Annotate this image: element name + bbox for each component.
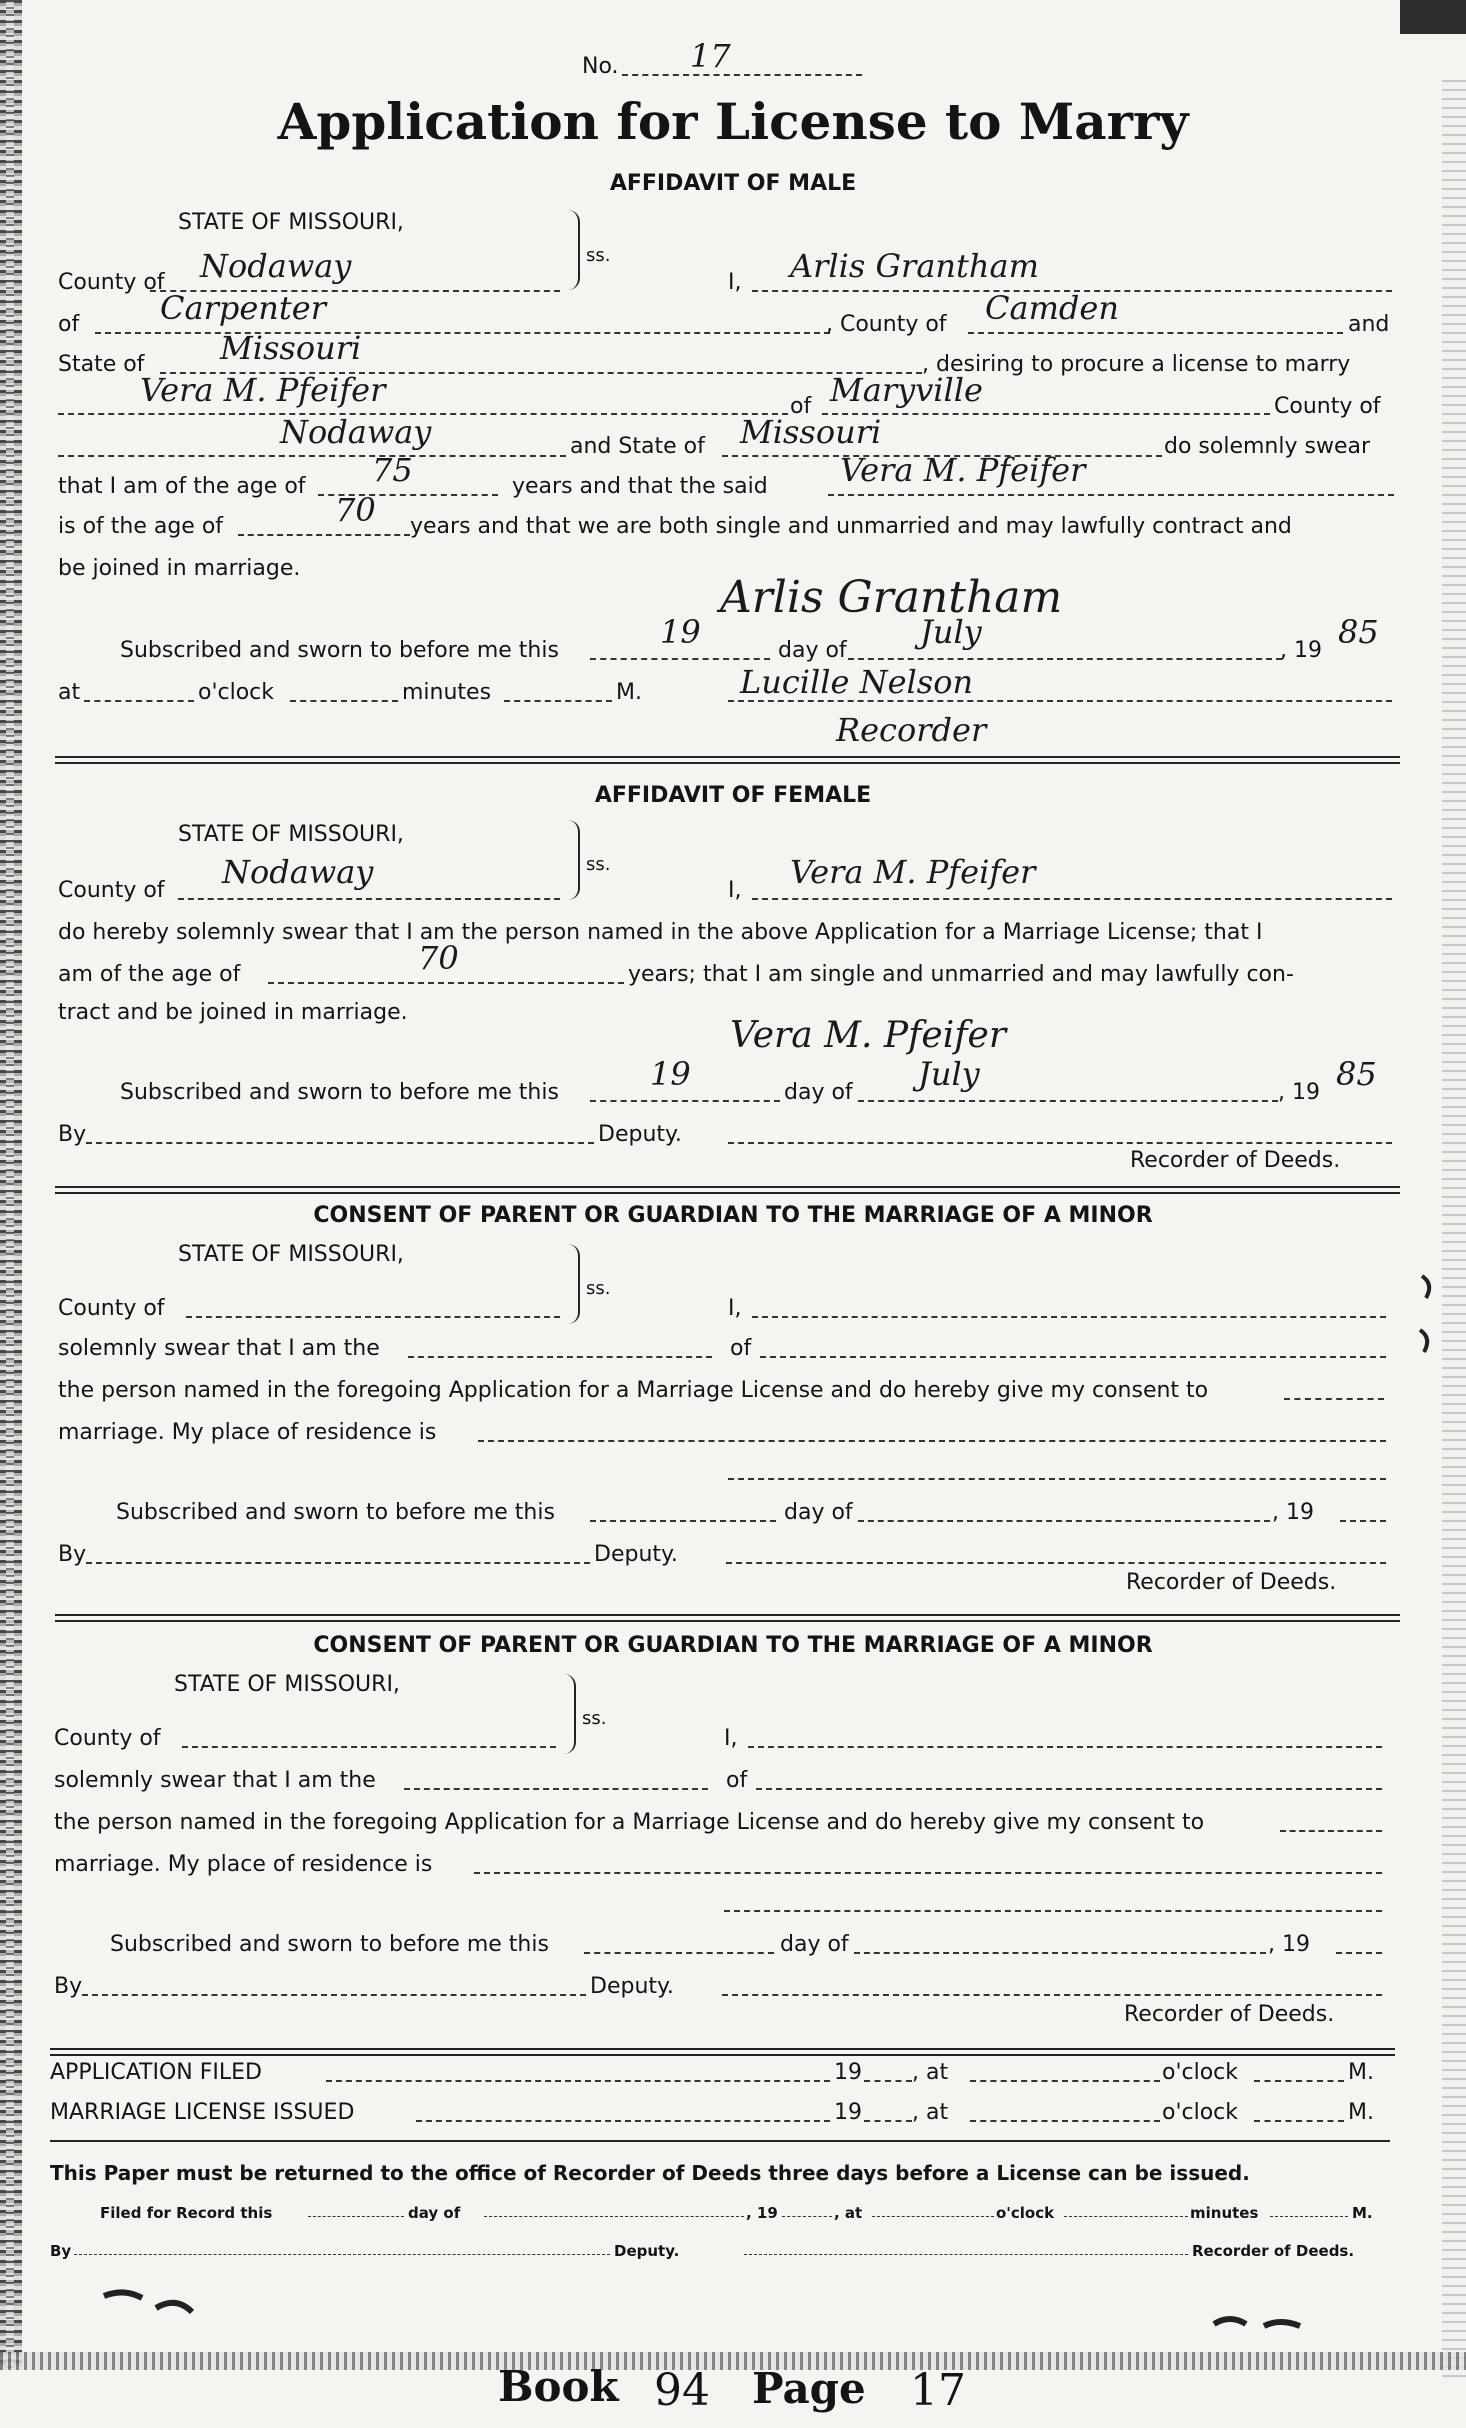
consent1-relation-line <box>408 1356 712 1358</box>
male-of-line <box>95 332 830 334</box>
filed-recorder-line <box>744 2254 1188 2255</box>
page-title: Application for License to Marry <box>277 92 1189 151</box>
male-county-value: Nodaway <box>200 247 352 285</box>
female-age-value: 70 <box>418 939 459 977</box>
male-county2-label: , County of <box>826 312 947 337</box>
consent2-subscribed-label: Subscribed and sworn to before me this <box>110 1932 549 1957</box>
male-county-label: County of <box>58 270 165 295</box>
consent2-county-line <box>182 1746 556 1748</box>
section-divider-3b <box>55 1620 1400 1622</box>
license-issued-label: MARRIAGE LICENSE ISSUED <box>50 2100 355 2125</box>
female-state-label: STATE OF MISSOURI, <box>178 822 404 847</box>
bottom-decorative-border <box>0 2352 1466 2370</box>
bride-state: Missouri <box>740 413 882 451</box>
section-divider-2 <box>55 1186 1400 1188</box>
female-day-of-label: day of <box>784 1080 853 1105</box>
consent2-swear-label: solemnly swear that I am the <box>54 1768 376 1793</box>
male-minutes-label: minutes <box>402 680 492 705</box>
filed-oclock-line <box>1064 2216 1188 2217</box>
male-and-state-label: and State of <box>570 434 705 459</box>
male-county3-label: County of <box>1274 394 1381 419</box>
filed-year-line <box>782 2216 832 2217</box>
male-minutes-line <box>504 700 612 702</box>
male-age-mid: years and that the said <box>512 474 768 499</box>
male-age-value: 75 <box>372 451 413 489</box>
section-divider-4 <box>50 2048 1395 2050</box>
consent1-swear-label: solemnly swear that I am the <box>58 1336 380 1361</box>
filed-by-label: By <box>50 2242 72 2260</box>
male-applicant-name: Arlis Grantham <box>790 247 1039 285</box>
filed-deputy-label: Deputy. <box>614 2242 680 2260</box>
application-filed-oclock: o'clock <box>1162 2060 1239 2085</box>
female-signature: Vera M. Pfeifer <box>730 1015 1007 1056</box>
female-by-line <box>86 1142 594 1144</box>
consent1-county-label: County of <box>58 1296 165 1321</box>
page-label: Page <box>752 2364 866 2413</box>
consent2-by-line <box>82 1994 586 1996</box>
male-ss-brace <box>568 210 580 290</box>
male-of2-label: of <box>790 394 812 419</box>
filed-oclock-label: o'clock <box>996 2204 1055 2222</box>
female-applicant-line <box>752 898 1392 900</box>
consent2-by-label: By <box>54 1974 83 1999</box>
male-recorder-title: Recorder <box>836 711 987 749</box>
section-divider-1b <box>55 762 1400 764</box>
female-county-label: County of <box>58 878 165 903</box>
book-number: 94 <box>654 2365 710 2416</box>
consent1-by-label: By <box>58 1542 87 1567</box>
consent2-consent-fill <box>1280 1830 1382 1832</box>
consent2-day-of-label: day of <box>780 1932 849 1957</box>
female-oath-line-1: do hereby solemnly swear that I am the person named in the above Application for a Marriage License; that I <box>58 920 1263 945</box>
number-line <box>622 74 862 76</box>
female-day-value: 19 <box>650 1055 691 1093</box>
consent2-of-line <box>756 1788 1382 1790</box>
bride-county-line <box>58 455 566 457</box>
male-day-of-label: day of <box>778 638 847 663</box>
filed-minutes-line <box>1270 2216 1348 2217</box>
license-issued-at-line <box>970 2120 1160 2122</box>
license-issued-m: M. <box>1348 2100 1374 2125</box>
affidavit-male-heading: AFFIDAVIT OF MALE <box>609 171 857 196</box>
filed-year-prefix: , 19 <box>746 2204 778 2222</box>
filed-day-line <box>308 2216 404 2217</box>
male-state-of-label: State of <box>58 352 145 377</box>
male-of-label: of <box>58 312 80 337</box>
return-notice: This Paper must be returned to the office of Recorder of Deeds three days before a License can be issued. <box>50 2161 1250 2185</box>
consent1-residence-line-2 <box>728 1478 1386 1480</box>
consent1-heading: CONSENT OF PARENT OR GUARDIAN TO THE MARRIAGE OF A MINOR <box>313 1203 1153 1228</box>
consent2-recorder-line <box>722 1994 1382 1996</box>
consent1-county-line <box>186 1316 560 1318</box>
consent1-of-label: of <box>730 1336 752 1361</box>
affidavit-female-heading: AFFIDAVIT OF FEMALE <box>594 783 872 808</box>
male-i-label: I, <box>728 270 742 295</box>
female-county-line <box>178 898 560 900</box>
bride-county: Nodaway <box>280 413 432 451</box>
consent1-year-prefix: , 19 <box>1272 1500 1314 1525</box>
consent1-name-line <box>752 1316 1386 1318</box>
female-by-label: By <box>58 1122 87 1147</box>
bride-name: Vera M. Pfeifer <box>140 371 386 409</box>
male-year-value: 85 <box>1338 613 1379 651</box>
male-and-label: and <box>1348 312 1390 337</box>
consent1-deputy-label: Deputy. <box>594 1542 678 1567</box>
consent1-day-line <box>590 1520 776 1522</box>
male-joined-label: be joined in marriage. <box>58 556 301 581</box>
section-divider-1 <box>55 756 1400 758</box>
bride-name-2: Vera M. Pfeifer <box>840 451 1086 489</box>
consent2-year-line <box>1336 1952 1382 1954</box>
filed-for-record-label: Filed for Record this <box>100 2204 273 2222</box>
consent1-residence-label: marriage. My place of residence is <box>58 1420 437 1445</box>
female-ss-label: ss. <box>586 854 611 875</box>
female-age-prefix: is of the age of <box>58 514 224 539</box>
female-recorder-label: Recorder of Deeds. <box>1130 1148 1341 1173</box>
filed-day-of-label: day of <box>408 2204 461 2222</box>
consent2-heading: CONSENT OF PARENT OR GUARDIAN TO THE MARRIAGE OF A MINOR <box>313 1633 1153 1658</box>
consent2-day-line <box>584 1952 774 1954</box>
application-filed-m-line <box>1254 2080 1344 2082</box>
male-oclock-label: o'clock <box>198 680 275 705</box>
male-ss-label: ss. <box>586 245 611 266</box>
consent2-residence-label: marriage. My place of residence is <box>54 1852 433 1877</box>
filed-minutes-label: minutes <box>1190 2204 1259 2222</box>
consent2-consent-line: the person named in the foregoing Application for a Marriage License and do hereby give my consent to <box>54 1810 1205 1835</box>
consent2-recorder-label: Recorder of Deeds. <box>1124 2002 1335 2027</box>
female-i-label: I, <box>728 878 742 903</box>
consent1-ss-brace <box>568 1244 580 1324</box>
bride-city: Maryville <box>830 371 983 409</box>
application-filed-19: 19 <box>834 2060 862 2085</box>
male-month-line <box>848 658 1282 660</box>
female-subscribed-label: Subscribed and sworn to before me this <box>120 1080 559 1105</box>
license-issued-m-line <box>1254 2120 1344 2122</box>
license-issued-at: , at <box>912 2100 949 2125</box>
consent1-state-label: STATE OF MISSOURI, <box>178 1242 404 1267</box>
male-at-line <box>84 700 194 702</box>
male-oclock-line <box>290 700 398 702</box>
consent1-subscribed-label: Subscribed and sworn to before me this <box>116 1500 555 1525</box>
male-at-label: at <box>58 680 81 705</box>
female-age-prefix: am of the age of <box>58 962 241 987</box>
consent1-ss-label: ss. <box>586 1278 611 1299</box>
female-month-value: July <box>918 1055 980 1093</box>
consent2-county-label: County of <box>54 1726 161 1751</box>
consent2-state-label: STATE OF MISSOURI, <box>174 1672 400 1697</box>
female-age-value: 70 <box>335 491 376 529</box>
consent1-consent-fill <box>1284 1398 1384 1400</box>
consent2-ss-label: ss. <box>582 1708 607 1729</box>
male-day-value: 19 <box>660 613 701 651</box>
male-desiring-label: , desiring to procure a license to marry <box>922 352 1351 377</box>
female-day-line <box>590 1100 780 1102</box>
female-age-line <box>268 982 624 984</box>
section-divider-3 <box>55 1614 1400 1616</box>
consent1-consent-line: the person named in the foregoing Application for a Marriage License and do hereby give my consent to <box>58 1378 1209 1403</box>
female-year-value: 85 <box>1336 1055 1377 1093</box>
application-filed-m: M. <box>1348 2060 1374 2085</box>
consent2-residence-line-2 <box>724 1910 1382 1912</box>
female-recorder-line <box>728 1142 1392 1144</box>
male-swear-label: do solemnly swear <box>1164 434 1371 459</box>
right-decorative-border <box>1442 80 1466 2380</box>
bride-city-line <box>822 413 1270 415</box>
consent1-recorder-label: Recorder of Deeds. <box>1126 1570 1337 1595</box>
consent1-recorder-line <box>726 1562 1386 1564</box>
application-filed-label: APPLICATION FILED <box>50 2060 262 2085</box>
female-age-suffix: years; that I am single and unmarried and may lawfully con- <box>628 962 1294 987</box>
license-issued-year-line <box>864 2120 912 2122</box>
female-month-line <box>858 1100 1278 1102</box>
female-applicant-name: Vera M. Pfeifer <box>790 853 1036 891</box>
consent2-month-line <box>854 1952 1266 1954</box>
scan-edge-mark <box>1416 1268 1446 1358</box>
male-m-label: M. <box>616 680 642 705</box>
filed-at-label: , at <box>834 2204 863 2222</box>
scan-smudge-mark-left <box>96 2286 196 2326</box>
consent1-day-of-label: day of <box>784 1500 853 1525</box>
application-filed-at: , at <box>912 2060 949 2085</box>
consent2-name-line <box>748 1746 1382 1748</box>
consent2-ss-brace <box>564 1674 576 1754</box>
application-filed-year-line <box>864 2080 912 2082</box>
male-recorder-signature: Lucille Nelson <box>740 663 974 701</box>
left-decorative-border-inner <box>6 0 14 2370</box>
application-filed-line <box>326 2080 830 2082</box>
female-year-prefix: , 19 <box>1278 1080 1320 1105</box>
male-subscribed-label: Subscribed and sworn to before me this <box>120 638 559 663</box>
consent1-month-line <box>858 1520 1270 1522</box>
consent2-relation-line <box>404 1788 708 1790</box>
male-signature: Arlis Grantham <box>720 572 1063 623</box>
male-county2-line <box>968 332 1343 334</box>
application-filed-at-line <box>970 2080 1160 2082</box>
bride-name2-line <box>828 494 1394 496</box>
female-deputy-label: Deputy. <box>598 1122 682 1147</box>
male-age-prefix: that I am of the age of <box>58 474 306 499</box>
book-label: Book <box>498 2362 619 2411</box>
female-age-line <box>238 534 410 536</box>
male-residence-city: Carpenter <box>160 289 326 327</box>
male-age-suffix: years and that we are both single and unmarried and may lawfully contract and <box>410 514 1292 539</box>
consent2-i-label: I, <box>724 1726 738 1751</box>
number-value: 17 <box>690 37 731 75</box>
license-issued-19: 19 <box>834 2100 862 2125</box>
section-divider-5 <box>50 2140 1390 2142</box>
page-number: 17 <box>910 2365 966 2416</box>
consent1-residence-line <box>478 1440 1386 1442</box>
female-oath-line-3: tract and be joined in marriage. <box>58 1000 408 1025</box>
section-divider-4b <box>50 2054 1395 2056</box>
filed-month-line <box>484 2216 744 2217</box>
consent2-year-prefix: , 19 <box>1268 1932 1310 1957</box>
consent1-year-line <box>1340 1520 1386 1522</box>
consent2-residence-line <box>474 1872 1382 1874</box>
male-month-value: July <box>920 613 982 651</box>
filed-by-line <box>74 2254 610 2255</box>
male-year-prefix: , 19 <box>1280 638 1322 663</box>
number-label: No. <box>582 54 619 79</box>
female-ss-brace <box>568 820 580 900</box>
consent2-of-label: of <box>726 1768 748 1793</box>
consent1-by-line <box>86 1562 590 1564</box>
male-residence-state: Missouri <box>220 329 362 367</box>
filed-at-line <box>872 2216 994 2217</box>
female-county-value: Nodaway <box>222 853 374 891</box>
consent1-i-label: I, <box>728 1296 742 1321</box>
consent2-deputy-label: Deputy. <box>590 1974 674 1999</box>
license-issued-oclock: o'clock <box>1162 2100 1239 2125</box>
filed-m-label: M. <box>1352 2204 1373 2222</box>
male-day-line <box>590 658 770 660</box>
male-state-label: STATE OF MISSOURI, <box>178 210 404 235</box>
license-issued-line <box>416 2120 830 2122</box>
male-residence-county: Camden <box>985 289 1119 327</box>
filed-recorder-label: Recorder of Deeds. <box>1192 2242 1355 2260</box>
section-divider-2b <box>55 1192 1400 1194</box>
scan-smudge-mark-right <box>1210 2310 1310 2340</box>
scan-edge-shadow <box>1400 0 1466 34</box>
consent1-of-line <box>760 1356 1386 1358</box>
